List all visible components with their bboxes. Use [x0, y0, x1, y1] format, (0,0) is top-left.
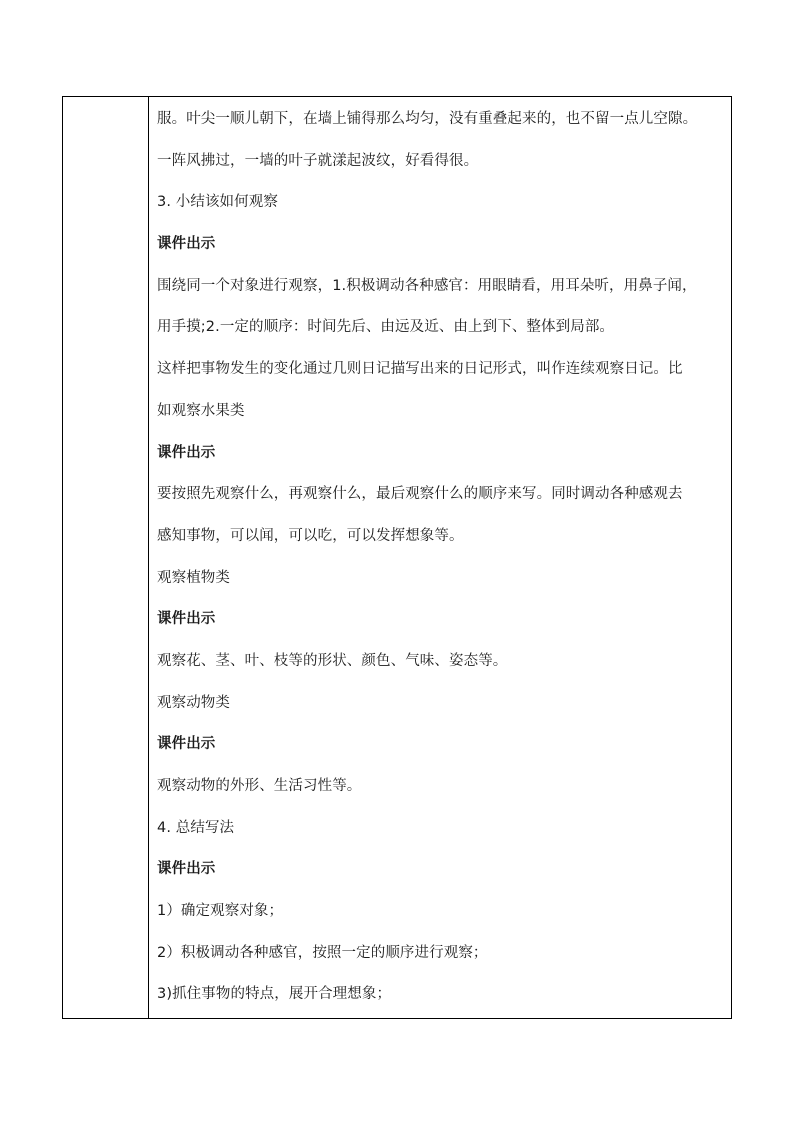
courseware-label: 课件出示: [157, 861, 216, 878]
text-line: 要按照先观察什么，再观察什么，最后观察什么的顺序来写。同时调动各种感观去: [157, 486, 683, 503]
list-item: 2）积极调动各种感官，按照一定的顺序进行观察；: [157, 944, 488, 961]
text-line: 观察花、茎、叶、枝等的形状、颜色、气味、姿态等。: [157, 652, 508, 669]
text-line: 围绕同一个对象进行观察，1.积极调动各种感官：用眼睛看，用耳朵听，用鼻子闻，: [157, 277, 697, 294]
table-left-cell: [63, 97, 149, 1018]
text-line: 用手摸;2.一定的顺序：时间先后、由远及近、由上到下、整体到局部。: [157, 319, 615, 336]
section-heading: 3. 小结该如何观察: [157, 194, 278, 211]
text-line: 这样把事物发生的变化通过几则日记描写出来的日记形式，叫作连续观察日记。比: [157, 361, 683, 378]
subsection-label: 观察植物类: [157, 569, 230, 586]
lesson-table: [62, 96, 732, 1019]
courseware-label: 课件出示: [157, 736, 216, 753]
courseware-label: 课件出示: [157, 236, 216, 253]
table-content-cell: [149, 97, 731, 1018]
text-line: 感知事物，可以闻，可以吃，可以发挥想象等。: [157, 527, 464, 544]
list-item: 1）确定观察对象；: [157, 903, 284, 920]
list-item: 3)抓住事物的特点，展开合理想象；: [157, 986, 392, 1003]
courseware-label: 课件出示: [157, 611, 216, 628]
text-line: 观察动物的外形、生活习性等。: [157, 778, 362, 794]
text-line: 服。叶尖一顺儿朝下，在墙上铺得那么均匀，没有重叠起来的，也不留一点儿空隙。: [157, 111, 698, 127]
subsection-label: 观察动物类: [157, 694, 230, 711]
section-heading: 4. 总结写法: [157, 819, 235, 836]
courseware-label: 课件出示: [157, 444, 216, 461]
text-line: 一阵风拂过，一墙的叶子就漾起波纹，好看得很。: [157, 152, 479, 169]
text-line: 如观察水果类: [157, 402, 245, 419]
